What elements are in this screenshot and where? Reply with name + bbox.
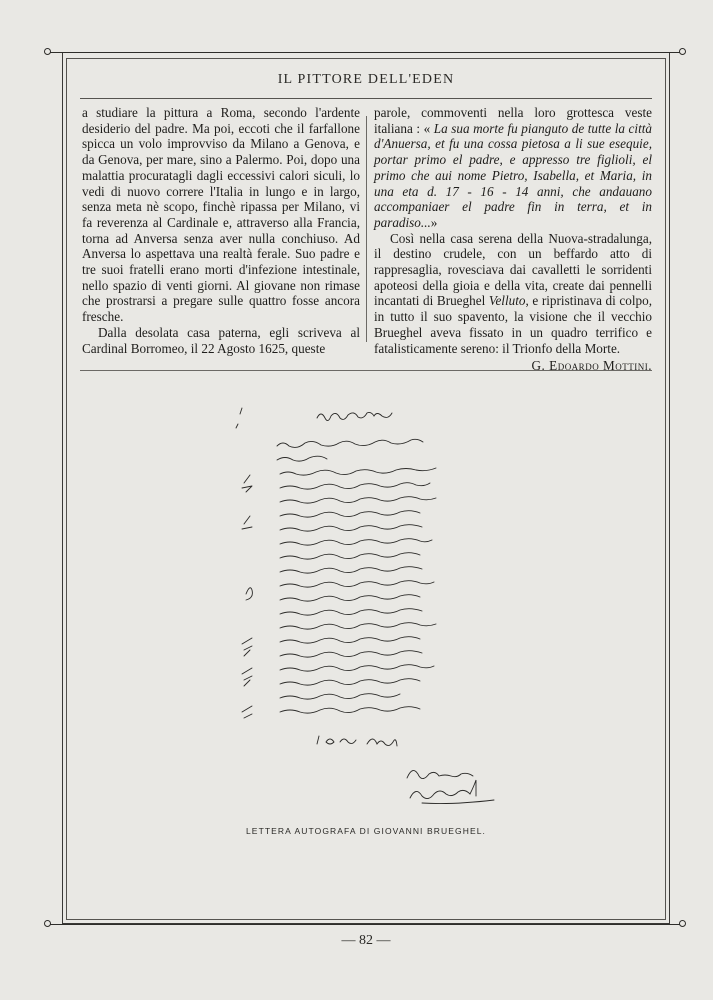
paragraph-text: Così nella casa serena della Nuova-stradalunga, il destino crudele, con un beffardo atto di rappresaglia, rovesciava dai cavalletti le sorridenti apoteosi della gioia e della vita, create dai pennelli incantati di Brueghel	[374, 230, 652, 309]
ornament-dot	[44, 920, 51, 927]
paragraph-text: , e ripristinava di colpo, in tutto il suo spavento, la visione che il vecchio Brueghel aveva fissato in un quadro terrifico e fatalisticamente sereno: il Trionfo della Morte.	[374, 293, 653, 356]
ornament-dot	[679, 920, 686, 927]
paragraph: a studiare la pittura a Roma, secondo l'ardente desiderio del padre. Ma poi, eccoti che il farfallone spicca un volo improvviso da Milano a Genova, e da Genova, per mare, sino a Palermo. Poi, dopo una malattia procuratagli dagli eccessivi calori siculi, lo vedi di nuovo correre l'Italia in lungo e in largo, senza meta nè scopo, finchè ripassa per Milano, vi fa reverenza al Cardinale e, attraverso alla Francia, torna ad Anversa senza aver nulla conchiuso. Ad Anversa lo aspettava una realtà ferale. Suo padre e tre suoi fratelli erano morti d'infezione intestinale, nello spazio di venti giorni. Al giovane non rimase che prostrarsi a pregare sulle quattro fosse ancora fresche.	[82, 105, 360, 325]
page-number: — 82 —	[341, 933, 391, 948]
bottom-border-rule	[48, 924, 684, 925]
column-separator	[366, 116, 367, 342]
nickname-velluto: Velluto	[488, 293, 526, 309]
left-column	[82, 105, 360, 356]
ornament-dot	[44, 48, 51, 55]
image-caption: LETTERA AUTOGRAFA DI GIOVANNI BRUEGHEL.	[245, 826, 487, 836]
quote-close: »	[430, 214, 438, 230]
author-signature: G. Edoardo Mottini.	[531, 358, 652, 374]
ornament-dot	[679, 48, 686, 55]
top-border-rule	[48, 52, 684, 53]
text-bottom-rule	[80, 370, 652, 371]
running-head: IL PITTORE DELL'EDEN	[277, 72, 455, 87]
paragraph	[374, 231, 652, 357]
paragraph	[374, 105, 652, 231]
quoted-letter: La sua morte fu pianguto de tutte la città d'Anuersa, et fu una cossa pietosa a li sue esequie, portar primo el padre, e appresso tre figlioli, el primo che aui nome Pietro, Isabella, et Maria, in una eta d. 17 - 16 - 14 anni, che andauano accompaniaer el padre fin in terra, et in paradiso...	[374, 120, 652, 230]
quote-intro: parole, commoventi nella loro grottesca veste italiana : «	[374, 105, 652, 136]
header-rule	[80, 98, 652, 99]
handwritten-letter-image	[222, 398, 522, 816]
paragraph: Dalla desolata casa paterna, egli scriveva al Cardinal Borromeo, il 22 Agosto 1625, queste	[82, 324, 360, 356]
right-column	[374, 105, 652, 374]
